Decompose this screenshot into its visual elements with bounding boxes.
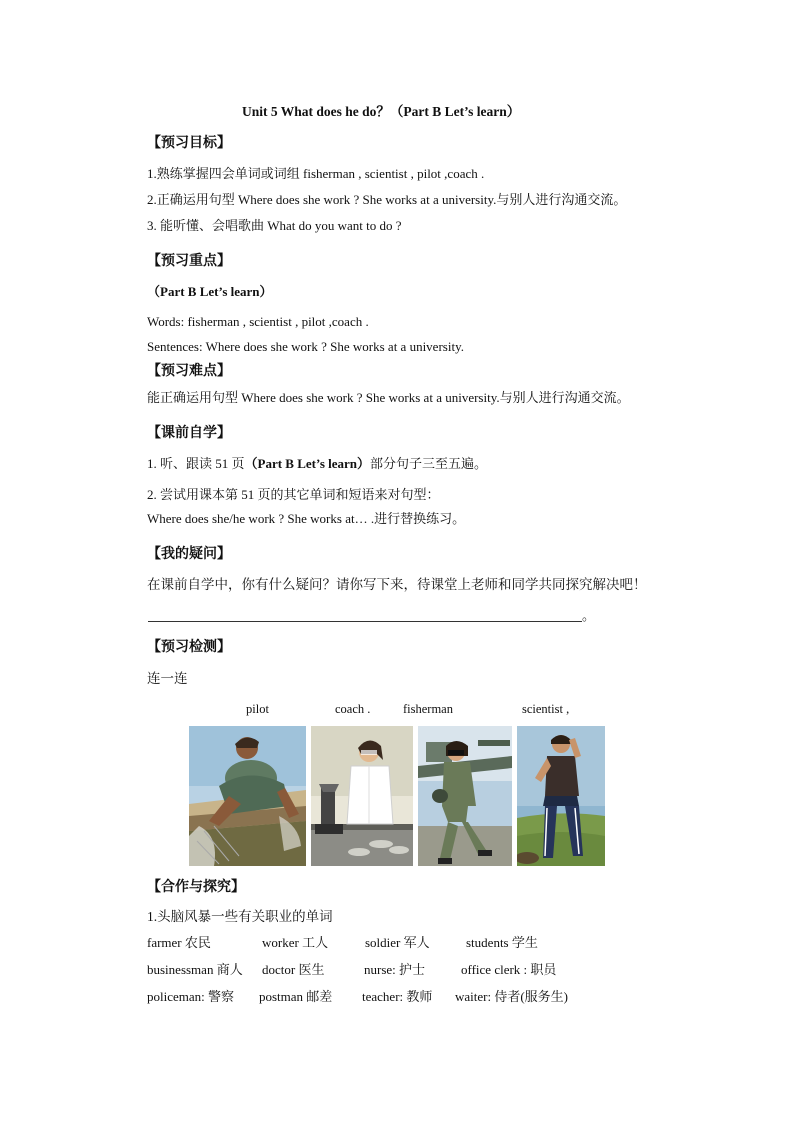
self-study-item-1-c: 部分句子三至五遍。 <box>370 456 488 471</box>
key-sentences-line: Sentences: Where does she work ? She works at a university. <box>147 339 464 354</box>
fisherman-picture[interactable] <box>189 726 306 866</box>
vocab-row-3-col-3: teacher: 教师 <box>362 989 433 1004</box>
vocab-row-2-col-4: office clerk : 职员 <box>461 962 557 977</box>
goal-item-1: 1.熟练掌握四会单词或词组 fisherman , scientist , pilot ,coach . <box>147 166 485 181</box>
vocab-row-2-col-1: businessman 商人 <box>147 962 243 977</box>
matching-task-label: 连一连 <box>147 671 188 686</box>
vocab-row-1-col-3: soldier 军人 <box>365 935 430 950</box>
vocab-row-3-col-1: policeman: 警察 <box>147 989 235 1004</box>
page-title: Unit 5 What does he do？（Part B Let’s learn） <box>242 104 521 119</box>
section-heading-self-study: 【课前自学】 <box>147 425 231 441</box>
vocab-row-1-col-1: farmer 农民 <box>147 935 211 950</box>
vocab-row-1-col-4: students 学生 <box>466 935 538 950</box>
section-heading-check: 【预习检测】 <box>147 639 231 655</box>
goal-item-3: 3. 能听懂、会唱歌曲 What do you want to do ? <box>147 218 402 233</box>
match-word-scientist: scientist , <box>522 702 570 716</box>
section-heading-explore: 【合作与探究】 <box>147 879 245 895</box>
occupation-pictures <box>187 726 607 866</box>
answer-line-end: 。 <box>582 608 596 623</box>
pilot-picture[interactable] <box>418 726 512 866</box>
self-study-item-1-b: （Part B Let’s learn） <box>244 456 371 471</box>
self-study-item-2-line: Where does she/he work ? She works at… .进行替换练习。 <box>147 511 466 526</box>
section-heading-goals: 【预习目标】 <box>147 135 231 151</box>
vocab-row-1-col-2: worker 工人 <box>262 935 329 950</box>
key-words-line: Words: fisherman , scientist , pilot ,coach . <box>147 314 369 329</box>
answer-line[interactable] <box>148 621 582 622</box>
coach-picture[interactable] <box>517 726 605 866</box>
match-word-pilot: pilot <box>246 702 269 716</box>
vocab-row-2-col-3: nurse: 护士 <box>364 962 426 977</box>
difficulty-text: 能正确运用句型 Where does she work ? She works at a university.与别人进行沟通交流。 <box>147 390 630 405</box>
explore-item-1: 1.头脑风暴一些有关职业的单词 <box>147 909 333 924</box>
self-study-item-1 <box>147 455 487 473</box>
vocab-row-3-col-4: waiter: 侍者(服务生) <box>455 989 569 1004</box>
match-word-coach: coach . <box>335 702 371 716</box>
vocab-row-3-col-2: postman 邮差 <box>259 989 333 1004</box>
key-points-subtitle: （Part B Let’s learn） <box>147 284 273 299</box>
self-study-item-2: 2. 尝试用课本第 51 页的其它单词和短语来对句型： <box>147 487 440 502</box>
section-heading-difficulties: 【预习难点】 <box>147 363 231 379</box>
questions-prompt: 在课前自学中，你有什么疑问？请你写下来，待课堂上老师和同学共同探究解决吧！ <box>147 577 647 592</box>
vocab-row-2-col-2: doctor 医生 <box>262 962 325 977</box>
scientist-picture[interactable] <box>311 726 413 866</box>
match-word-fisherman: fisherman <box>403 702 453 716</box>
goal-item-2: 2.正确运用句型 Where does she work ? She works at a university.与别人进行沟通交流。 <box>147 192 627 207</box>
self-study-item-1-a: 1. 听、跟读 51 页 <box>147 456 245 471</box>
section-heading-questions: 【我的疑问】 <box>147 546 231 562</box>
section-heading-key-points: 【预习重点】 <box>147 253 231 269</box>
